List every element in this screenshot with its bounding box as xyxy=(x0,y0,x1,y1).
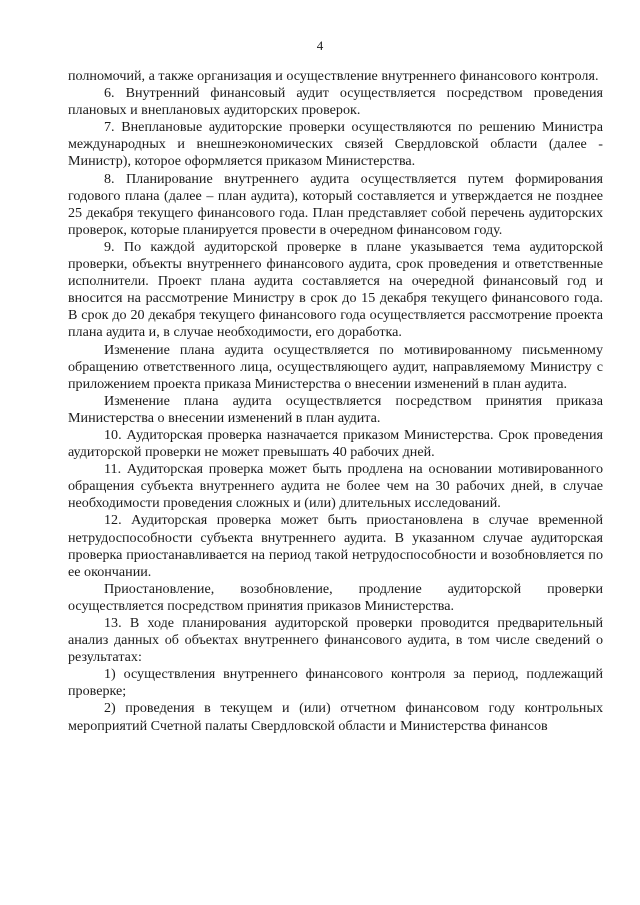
paragraph-8: 8. Планирование внутреннего аудита осуществляется путем формирования годового плана (далее – план аудита), который составляется и утверждается не позднее 25 декабря текущего финансового года. План представляет собой перечень аудиторских проверок, которые планируется провести в очередном финансовом году. xyxy=(68,170,603,238)
paragraph-10: 10. Аудиторская проверка назначается приказом Министерства. Срок проведения аудиторской проверки не может превышать 40 рабочих дней. xyxy=(68,426,603,461)
paragraph-11: 11. Аудиторская проверка может быть продлена на основании мотивированного обращения субъекта внутреннего аудита не более чем на 30 рабочих дней, в случае необходимости проведения сложных и (или) длительных исследований. xyxy=(68,461,603,512)
paragraph-suspension: Приостановление, возобновление, продление аудиторской проверки осуществляется посредством принятия приказов Министерства. xyxy=(68,580,603,614)
list-item-2: 2) проведения в текущем и (или) отчетном финансовом году контрольных мероприятий Счетной палаты Свердловской области и Министерства финансов xyxy=(68,700,603,734)
paragraph-plan-change-request: Изменение плана аудита осуществляется по мотивированному письменному обращению ответственного лица, осуществляющего аудит, направляемому Министру с приложением проекта приказа Министерства о внесении изменений в план аудита. xyxy=(68,341,603,392)
list-item-1: 1) осуществления внутреннего финансового контроля за период, подлежащий проверке; xyxy=(68,666,603,700)
paragraph-12: 12. Аудиторская проверка может быть приостановлена в случае временной нетрудоспособности субъекта внутреннего аудита. В указанном случае аудиторская проверка приостанавливается на период такой нетрудоспособности и возобновляется по ее окончании. xyxy=(68,512,603,580)
paragraph-7: 7. Внеплановые аудиторские проверки осуществляются по решению Министра международных и внешнеэкономических связей Свердловской области (далее - Министр), которое оформляется приказом Министерства. xyxy=(68,119,603,170)
paragraph-9: 9. По каждой аудиторской проверке в плане указывается тема аудиторской проверки, объекты внутреннего финансового аудита, срок проведения и ответственные исполнители. Проект плана аудита составляется на очередной финансовый год и вносится на рассмотрение Министру в срок до 15 декабря текущего финансового года. В срок до 20 декабря текущего финансового года осуществляется рассмотрение проекта плана аудита и, в случае необходимости, его доработка. xyxy=(68,238,603,341)
page-number: 4 xyxy=(316,38,324,53)
paragraph-plan-change-order: Изменение плана аудита осуществляется посредством принятия приказа Министерства о внесении изменений в план аудита. xyxy=(68,392,603,426)
paragraph-13: 13. В ходе планирования аудиторской проверки проводится предварительный анализ данных об объектах внутреннего финансового аудита, в том числе сведений о результатах: xyxy=(68,615,603,666)
document-body xyxy=(68,68,603,735)
paragraph-continuation: полномочий, а также организация и осуществление внутреннего финансового контроля. xyxy=(68,68,599,84)
paragraph-6: 6. Внутренний финансовый аудит осуществляется посредством проведения плановых и внеплановых аудиторских проверок. xyxy=(68,85,603,119)
